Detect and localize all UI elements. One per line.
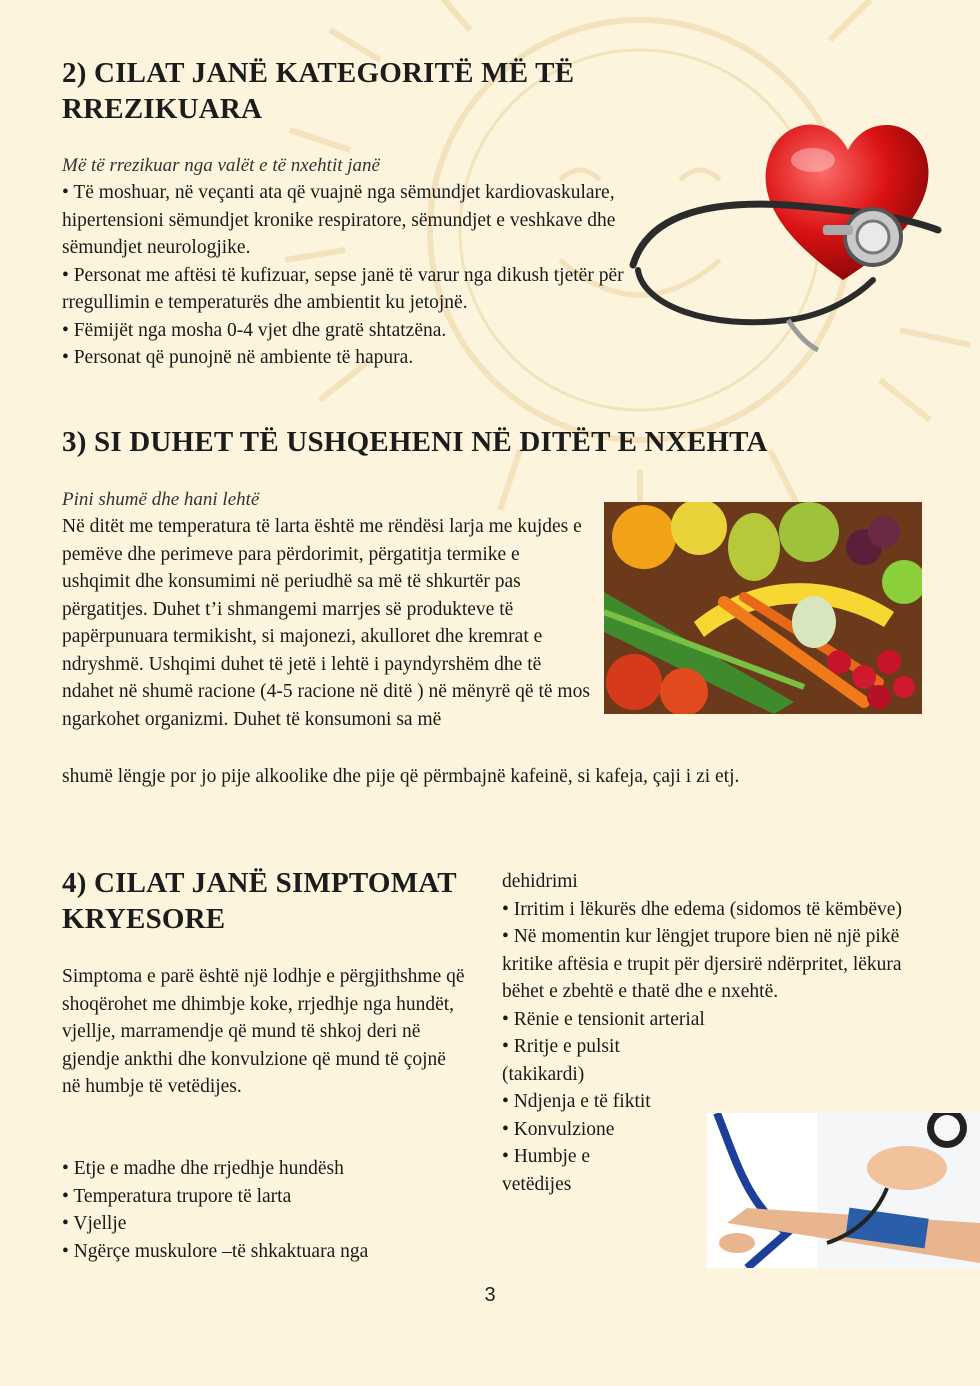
section-4-list-left	[62, 1155, 482, 1265]
list-item: • Ngërçe muskulore –të shkaktuara nga	[62, 1238, 482, 1266]
list-item: • Fëmijët nga mosha 0-4 vjet dhe gratë shtatzëna.	[62, 317, 642, 345]
continuation-text: dehidrimi	[502, 871, 578, 892]
section-3-title: 3) SI DUHET TË USHQEHENI NË DITËT E NXEHTA	[62, 426, 768, 458]
section-3-text	[62, 486, 592, 733]
section-4-title: 4) CILAT JANË SIMPTOMAT KRYESORE	[62, 867, 457, 935]
section-3-intro: Pini shumë dhe hani lehtë	[62, 489, 260, 510]
section-2-text	[62, 152, 642, 372]
list-item: • Rënie e tensionit arterial	[502, 1006, 927, 1034]
section-4-body: Simptoma e parë është një lodhje e përgjithshme që shoqërohet me dhimbje koke, rrjedhje nga hundët, vjellje, marramendje që mund të shkoj deri në gjendje ankthi dhe konvulzione që mund të çojnë në humbje të vetëdijes.	[62, 966, 465, 1097]
list-item: • Vjellje	[62, 1210, 482, 1238]
list-item: • Personat me aftësi të kufizuar, sepse janë të varur nga dikush tjetër për rregullimin e temperaturës dhe ambientit ku jetojnë.	[62, 262, 642, 317]
section-2-title: 2) CILAT JANË KATEGORITË MË TË RREZIKUARA	[62, 57, 575, 125]
list-item: • Në momentin kur lëngjet trupore bien në një pikë kritike aftësia e trupit për djersirë ndërpritet, lëkura bëhet e zbehtë e thatë dhe e nxehtë.	[502, 923, 927, 1006]
list-item: • Humbje e vetëdijes	[502, 1143, 622, 1198]
list-item: • Të moshuar, në veçanti ata që vuajnë nga sëmundjet kardiovaskulare, hipertensioni sëmundjet kronike respiratore, sëmundjet e veshkave dhe sëmundjet neurologjike.	[62, 179, 642, 262]
fruits-vegetables-image	[604, 502, 922, 714]
list-item: • Rritje e pulsit (takikardi)	[502, 1033, 652, 1088]
section-3-body-last-line: shumë lëngje por jo pije alkoolike dhe pije që përmbajnë kafeinë, si kafeja, çaji i zi etj.	[62, 766, 740, 787]
list-item: • Konvulzione	[502, 1116, 927, 1144]
heart-stethoscope-image	[628, 105, 958, 375]
list-item: • Temperatura trupore të larta	[62, 1183, 482, 1211]
list-item: • Personat që punojnë në ambiente të hapura.	[62, 344, 642, 372]
page-number: 3	[484, 1284, 496, 1306]
blood-pressure-image	[707, 1113, 980, 1268]
section-3-body: Në ditët me temperatura të larta është me rëndësi larja me kujdes e pemëve dhe perimeve para përdorimit, përgatitja termike e ushqimit dhe konsumimi në periudhë sa më të shkurtër pas përgatitjes. Duhet t’i shmangemi marrjes së produkteve të papërpunuara termikisht, si majonezi, akulloret dhe kremrat e ndryshmë. Ushqimi duhet të jetë i lehtë i payndyrshëm dhe të ndahet në shumë racione (4-5 racione në ditë ) në mënyrë që të mos ngarkohet organizmi. Duhet të konsumoni sa më	[62, 516, 590, 730]
section-2-intro: Më të rrezikuar nga valët e të nxehtit janë	[62, 155, 380, 176]
list-item: • Ndjenja e të fiktit	[502, 1088, 927, 1116]
list-item: • Irritim i lëkurës dhe edema (sidomos të këmbëve)	[502, 896, 927, 924]
list-item: • Etje e madhe dhe rrjedhje hundësh	[62, 1155, 482, 1183]
